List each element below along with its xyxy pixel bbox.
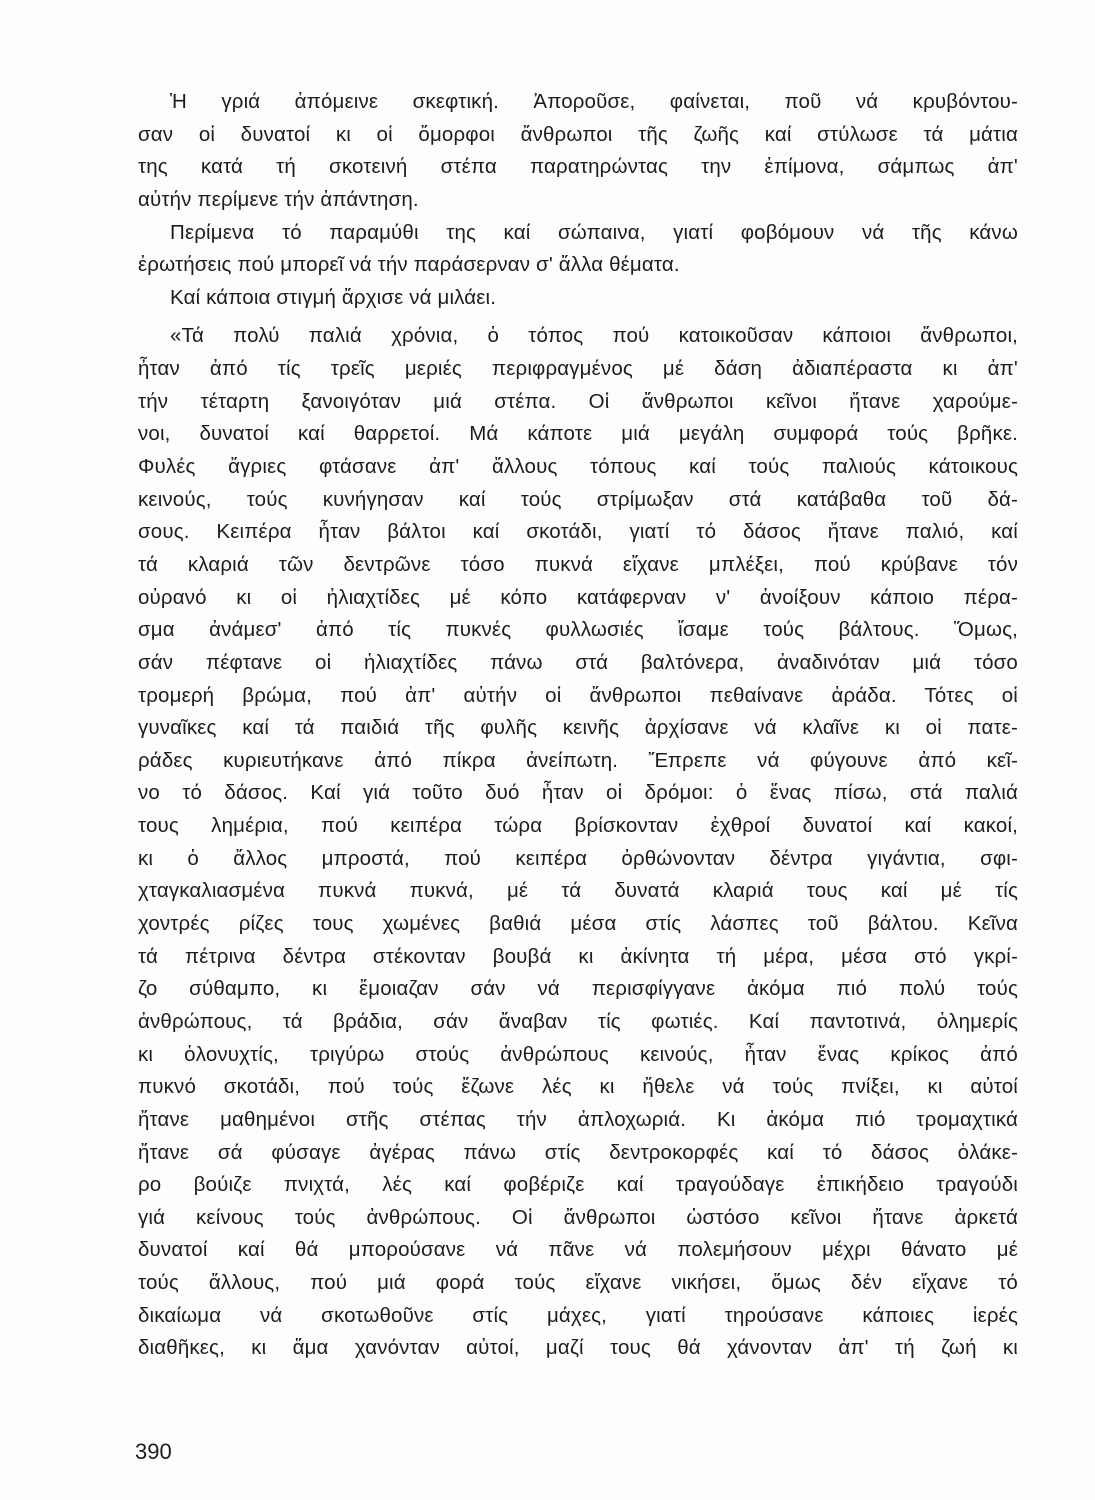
text-line: σάν πέφτανε οἱ ἡλιαχτίδες πάνω στά βαλτόνερα, ἀναδινόταν μιά τόσο [138,650,1018,674]
paragraph [138,217,1018,282]
text-line: νο τό δάσος. Καί γιά τοῦτο δυό ἦταν οἱ δρόμοι: ὁ ἕνας πίσω, στά παλιά [138,781,1018,805]
text-line: γυναῖκες καί τά παιδιά τῆς φυλῆς κεινῆς ἀρχίσανε νά κλαῖνε κι οἱ πατε- [138,716,1018,740]
text-line: κι ὁλονυχτίς, τριγύρω στούς ἀνθρώπους κεινούς, ἦταν ἕνας κρίκος ἀπό [138,1042,1018,1066]
text-line: τήν τέταρτη ξανοιγόταν μιά στέπα. Οἱ ἄνθρωποι κεῖνοι ἤτανε χαρούμε- [138,389,1018,413]
text-line: τρομερή βρώμα, πού ἀπ' αὐτήν οἱ ἄνθρωποι πεθαίνανε ἀράδα. Τότες οἱ [138,683,1018,707]
text-line: Περίμενα τό παραμύθι της καί σώπαινα, γιατί φοβόμουν νά τῆς κάνω [170,220,1018,244]
text-line: Φυλές ἄγριες φτάσανε ἀπ' ἄλλους τόπους καί τούς παλιούς κάτοικους [138,455,1018,479]
text-line: Ἡ γριά ἀπόμεινε σκεφτική. Ἀποροῦσε, φαίνεται, ποῦ νά κρυβόντου- [170,90,1018,113]
text-line: τούς ἄλλους, πού μιά φορά τούς εἴχανε νικήσει, ὅμως δέν εἴχανε τό [138,1271,1018,1295]
paragraph [138,320,1018,1365]
text-line: χταγκαλιασμένα πυκνά πυκνά, μέ τά δυνατά κλαριά τους καί μέ τίς [138,879,1018,903]
text-line: οὐρανό κι οἱ ἡλιαχτίδες μέ κόπο κατάφερναν ν' ἀνοίξουν κάποιο πέρα- [138,585,1018,609]
text-line: ἦταν ἀπό τίς τρεῖς μεριές περιφραγμένος μέ δάση ἀδιαπέραστα κι ἀπ' [138,357,1018,381]
text-line: νοι, δυνατοί καί θαρρετοί. Μά κάποτε μιά μεγάλη συμφορά τούς βρῆκε. [138,422,1018,446]
text-line: σους. Κειπέρα ἦταν βάλτοι καί σκοτάδι, γιατί τό δάσος ἤτανε παλιό, καί [138,520,1018,544]
text-line: γιά κείνους τούς ἀνθρώπους. Οἱ ἄνθρωποι ὡστόσο κεῖνοι ἤτανε ἀρκετά [138,1205,1018,1229]
text-line: ἀνθρώπους, τά βράδια, σάν ἄναβαν τίς φωτιές. Καί παντοτινά, ὁλημερίς [138,1009,1018,1033]
text-line: διαθῆκες, κι ἅμα χανόνταν αὐτοί, μαζί τους θά χάνονταν ἀπ' τή ζωή κι [138,1336,1018,1360]
page-number: 390 [135,1439,172,1464]
text-line: ρο βούιζε πνιχτά, λές καί φοβέριζε καί τραγούδαγε ἐπικήδειο τραγούδι [138,1173,1018,1197]
text-line: πυκνό σκοτάδι, πού τούς ἔζωνε λές κι ἤθελε νά τούς πνίξει, κι αὐτοί [138,1075,1018,1099]
text-line: δικαίωμα νά σκοτωθοῦνε στίς μάχες, γιατί τηρούσανε κάποιες ἱερές [138,1303,1018,1327]
text-line: της κατά τή σκοτεινή στέπα παρατηρώντας την ἐπίμονα, σάμπως ἀπ' [138,155,1018,179]
text-line: ζο σύθαμπο, κι ἔμοιαζαν σάν νά περισφίγγανε ἀκόμα πιό πολύ τούς [138,977,1018,1001]
text-line: ἤτανε σά φύσαγε ἀγέρας πάνω στίς δεντροκορφές καί τό δάσος ὁλάκε- [138,1140,1018,1164]
text-line: κι ὁ ἄλλος μπροστά, πού κειπέρα ὀρθώνονταν δέντρα γιγάντια, σφι- [138,846,1018,870]
text-line: ἐρωτήσεις πού μπορεῖ νά τήν παράσερναν σ' ἄλλα θέματα. [138,253,680,277]
text-line: τά κλαριά τῶν δεντρῶνε τόσο πυκνά εἴχανε μπλέξει, πού κρύβανε τόν [138,552,1018,576]
text-line: τους λημέρια, πού κειπέρα τώρα βρίσκονταν ἐχθροί δυνατοί καί κακοί, [138,814,1018,838]
text-line: σμα ἀνάμεσ' ἀπό τίς πυκνές φυλλωσιές ἴσαμε τούς βάλτους. Ὅμως, [138,618,1018,642]
text-line: ράδες κυριευτήκανε ἀπό πίκρα ἀνείπωτη. Ἔπρεπε νά φύγουνε ἀπό κεῖ- [138,748,1018,772]
paragraph [138,282,1018,315]
text-line: αὐτήν περίμενε τήν ἀπάντηση. [138,187,419,211]
text-line: σαν οἱ δυνατοί κι οἱ ὄμορφοι ἄνθρωποι τῆς ζωῆς καί στύλωσε τά μάτια [138,122,1018,146]
text-line: κεινούς, τούς κυνήγησαν καί τούς στρίμωξαν στά κατάβαθα τοῦ δά- [138,487,1018,511]
text-line: «Τά πολύ παλιά χρόνια, ὁ τόπος πού κατοικοῦσαν κάποιοι ἄνθρωποι, [170,324,1018,348]
text-line: τά πέτρινα δέντρα στέκονταν βουβά κι ἀκίνητα τή μέρα, μέσα στό γκρί- [138,944,1018,968]
paragraph [138,86,1018,217]
text-line: ἤτανε μαθημένοι στῆς στέπας τήν ἀπλοχωριά. Κι ἀκόμα πιό τρομαχτικά [138,1107,1018,1131]
text-line: Καί κάποια στιγμή ἄρχισε νά μιλάει. [170,285,497,309]
text-line: δυνατοί καί θά μπορούσανε νά πᾶνε νά πολεμήσουν μέχρι θάνατο μέ [138,1238,1018,1262]
body-text [138,86,1018,1365]
text-line: χοντρές ρίζες τους χωμένες βαθιά μέσα στίς λάσπες τοῦ βάλτου. Κεῖνα [138,912,1018,936]
